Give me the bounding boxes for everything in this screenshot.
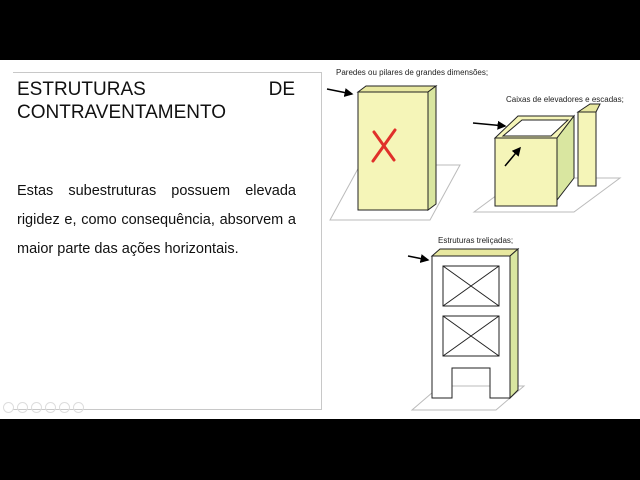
elevator-arrow-1: [473, 123, 505, 126]
elevator-label: Caixas de elevadores e escadas;: [506, 95, 624, 104]
trussed-frame-diagram: [408, 249, 524, 410]
control-icon-5[interactable]: [59, 402, 70, 413]
control-icon-2[interactable]: [17, 402, 28, 413]
wall-arrow: [327, 89, 352, 94]
player-controls[interactable]: [3, 402, 84, 413]
trussed-label: Estruturas treliçadas;: [438, 236, 514, 245]
control-icon-1[interactable]: [3, 402, 14, 413]
slide-title-line2: CONTRAVENTAMENTO: [17, 102, 227, 123]
walls-label: Paredes ou pilares de grandes dimensões;: [336, 68, 489, 77]
elevator-shaft-diagram: [473, 104, 620, 212]
title-word-2: DE: [268, 79, 295, 100]
structures-illustration: [0, 60, 640, 419]
control-icon-3[interactable]: [31, 402, 42, 413]
truss-arrow: [408, 256, 428, 260]
slide: [0, 60, 640, 419]
control-icon-6[interactable]: [73, 402, 84, 413]
title-word-1: ESTRUTURAS: [17, 79, 146, 100]
control-icon-4[interactable]: [45, 402, 56, 413]
wall-diagram: [327, 86, 460, 220]
slide-body-text: Estas subestruturas possuem elevada rigidez e, como consequência, absorvem a maior parte das ações horizontais.: [17, 183, 296, 257]
